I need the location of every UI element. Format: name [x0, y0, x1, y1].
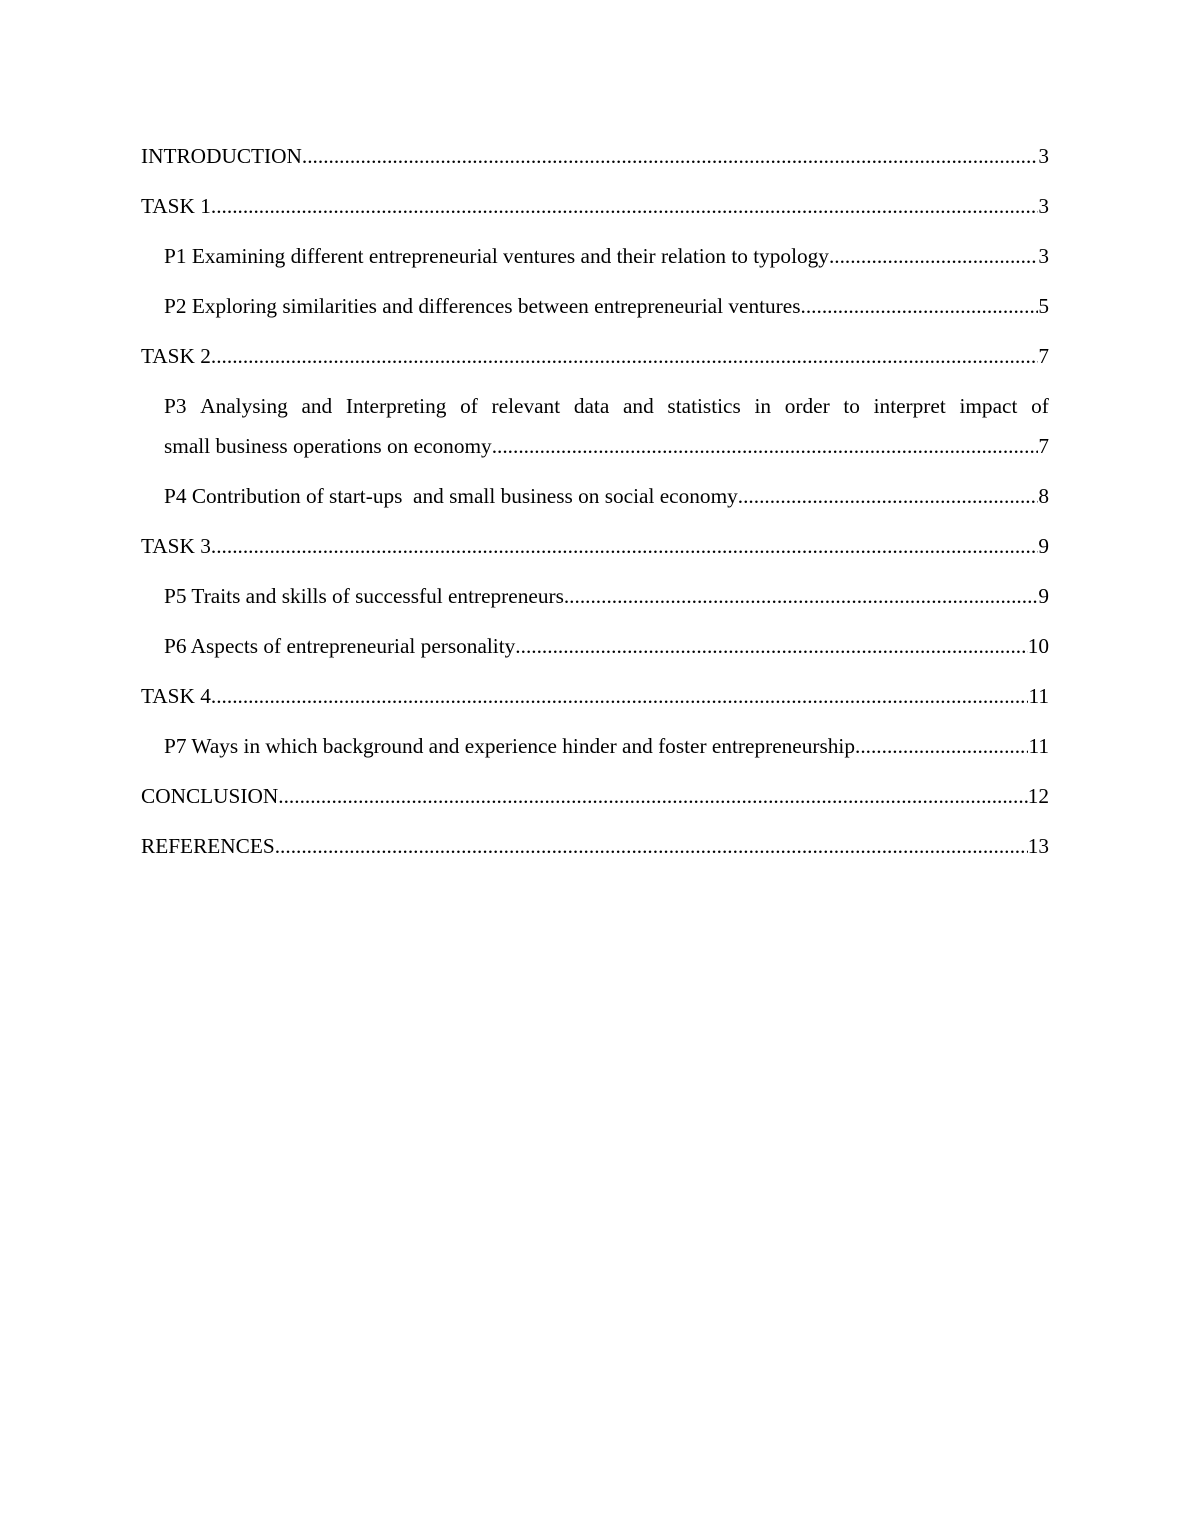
toc-page-number: 9: [1038, 584, 1049, 608]
toc-entry-word: Analysing: [200, 394, 288, 418]
toc-entry-label: TASK 4: [141, 684, 211, 708]
toc-entry-label: CONCLUSION: [141, 784, 279, 808]
toc-entry-word: data: [573, 394, 610, 418]
toc-entry-word: P3: [164, 394, 187, 418]
dot-leader: [211, 676, 1029, 716]
dot-leader: [738, 476, 1039, 516]
toc-page-number: 7: [1038, 434, 1049, 458]
toc-page-number: 7: [1038, 344, 1049, 368]
toc-page-number: 9: [1038, 534, 1049, 558]
toc-entry-task-2[interactable]: [141, 336, 1049, 376]
toc-entry-p4[interactable]: [164, 476, 1049, 516]
toc-entry-task-3[interactable]: [141, 526, 1049, 566]
toc-entry-label: P1 Examining different entrepreneurial ventures and their relation to typology: [164, 244, 829, 268]
toc-entry-label-line-2: small business operations on economy: [164, 434, 492, 458]
toc-page-number: 5: [1038, 294, 1049, 318]
dot-leader: [855, 726, 1028, 766]
dot-leader: [211, 186, 1038, 226]
dot-leader: [211, 336, 1038, 376]
toc-entry-label: TASK 2: [141, 344, 211, 368]
toc-entry-p1[interactable]: [164, 236, 1049, 276]
toc-page-number: 3: [1038, 194, 1049, 218]
toc-entry-word: to: [843, 394, 860, 418]
toc-entry-word: and: [301, 394, 333, 418]
toc-entry-word: in: [754, 394, 772, 418]
toc-entry-p7[interactable]: [164, 726, 1049, 766]
dot-leader: [278, 776, 1027, 816]
toc-page-number: 11: [1028, 734, 1049, 758]
dot-leader: [564, 576, 1038, 616]
toc-entry-word: impact: [959, 394, 1018, 418]
dot-leader: [801, 286, 1039, 326]
toc-entry-word: interpret: [873, 394, 946, 418]
toc-entry-label: P6 Aspects of entrepreneurial personality: [164, 634, 516, 658]
toc-page-number: 13: [1027, 834, 1049, 858]
toc-entry-task-1[interactable]: [141, 186, 1049, 226]
toc-entry-references[interactable]: [141, 826, 1049, 866]
toc-entry-label: TASK 3: [141, 534, 211, 558]
toc-page-number: 10: [1027, 634, 1049, 658]
dot-leader: [211, 526, 1038, 566]
toc-entry-p5[interactable]: [164, 576, 1049, 616]
toc-entry-word: Interpreting: [345, 394, 447, 418]
dot-leader: [515, 626, 1027, 666]
toc-entry-word: of: [460, 394, 478, 418]
dot-leader: [492, 426, 1039, 466]
toc-entry-label: P5 Traits and skills of successful entrepreneurs: [164, 584, 564, 608]
toc-entry-p6[interactable]: [164, 626, 1049, 666]
toc-entry-label: P7 Ways in which background and experience hinder and foster entrepreneurship: [164, 734, 855, 758]
toc-entry-word: and: [622, 394, 654, 418]
toc-entry-word: of: [1031, 394, 1049, 418]
toc-entry-p2[interactable]: [164, 286, 1049, 326]
toc-page-number: 11: [1028, 684, 1049, 708]
toc-page-number: 12: [1027, 784, 1049, 808]
toc-entry-word: relevant: [491, 394, 561, 418]
toc-entry-label: TASK 1: [141, 194, 211, 218]
toc-entry-conclusion[interactable]: [141, 776, 1049, 816]
dot-leader: [829, 236, 1038, 276]
toc-entry-label-line-1: [164, 386, 1049, 426]
toc-entry-label: P4 Contribution of start-ups and small business on social economy: [164, 484, 738, 508]
toc-entry-label: REFERENCES: [141, 834, 275, 858]
toc-entry-task-4[interactable]: [141, 676, 1049, 716]
toc-entry-introduction[interactable]: [141, 136, 1049, 176]
toc-entry-p3[interactable]: [164, 386, 1049, 466]
table-of-contents: [141, 136, 1049, 876]
dot-leader: [275, 826, 1028, 866]
dot-leader: [302, 136, 1038, 176]
toc-entry-word: statistics: [667, 394, 741, 418]
toc-entry-word: order: [784, 394, 830, 418]
toc-page-number: 3: [1038, 144, 1049, 168]
toc-page-number: 3: [1038, 244, 1049, 268]
toc-entry-label: INTRODUCTION: [141, 144, 302, 168]
toc-page-number: 8: [1038, 484, 1049, 508]
toc-entry-label: P2 Exploring similarities and differences between entrepreneurial ventures: [164, 294, 801, 318]
